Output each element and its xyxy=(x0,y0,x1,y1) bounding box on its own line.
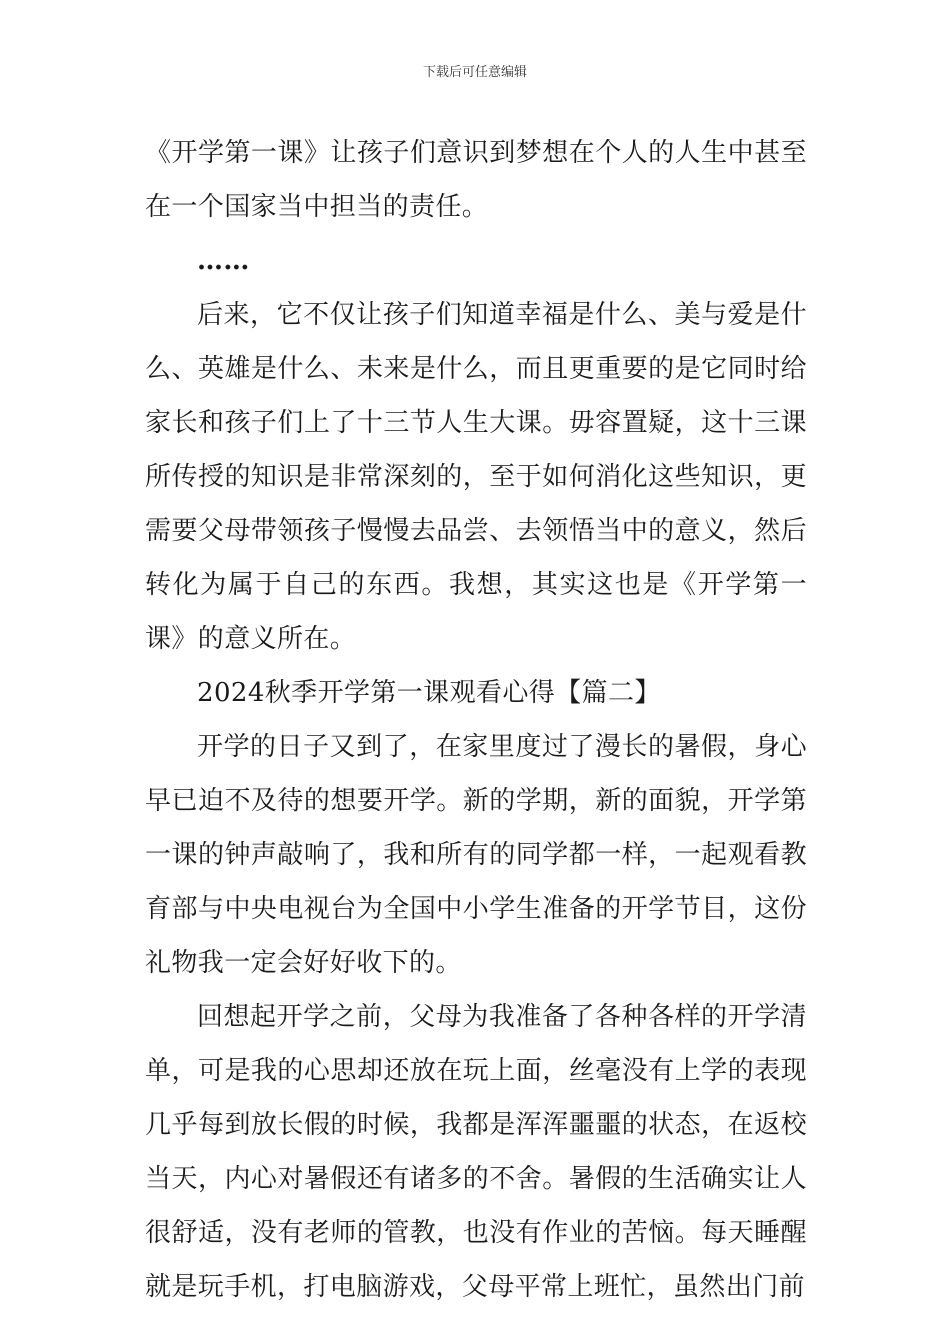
document-body xyxy=(145,126,807,1314)
paragraph-4: 回想起开学之前，父母为我准备了各种各样的开学清单，可是我的心思却还放在玩上面，丝毫没有上学的表现几乎每到放长假的时候，我都是浑浑噩噩的状态，在返校当天，内心对暑假还有诸多的不舍。暑假的生活确实让人很舒适，没有老师的管教，也没有作业的苦恼。每天睡醒就是玩手机，打电脑游戏，父母平常上班忙，虽然出门前 xyxy=(145,1002,807,1302)
paragraph-1: 《开学第一课》让孩子们意识到梦想在个人的人生中甚至在一个国家当中担当的责任。 xyxy=(145,138,807,222)
ellipsis-line: …… xyxy=(197,246,250,276)
section-title: 2024秋季开学第一课观看心得【篇二】 xyxy=(197,678,661,708)
paragraph-2: 后来，它不仅让孩子们知道幸福是什么、美与爱是什么、英雄是什么、未来是什么，而且更重要的是它同时给家长和孩子们上了十三节人生大课。毋容置疑，这十三课所传授的知识是非常深刻的，至于如何消化这些知识，更需要父母带领孩子慢慢去品尝、去领悟当中的意义，然后转化为属于自己的东西。我想，其实这也是《开学第一课》的意义所在。 xyxy=(145,300,807,654)
paragraph-3: 开学的日子又到了，在家里度过了漫长的暑假，身心早已迫不及待的想要开学。新的学期，新的面貌，开学第一课的钟声敲响了，我和所有的同学都一样，一起观看教育部与中央电视台为全国中小学生准备的开学节目，这份礼物我一定会好好收下的。 xyxy=(145,732,807,978)
page-header: 下载后可任意编辑 xyxy=(422,65,527,80)
